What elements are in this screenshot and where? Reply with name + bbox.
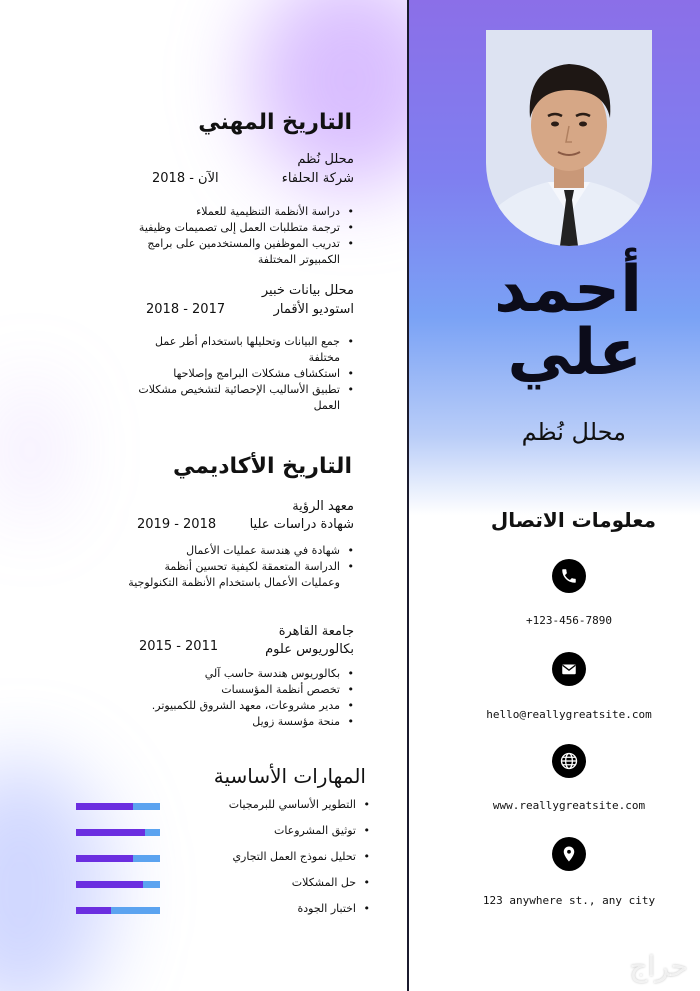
- skills-title: المهارات الأساسية: [213, 764, 366, 788]
- website: www.reallygreatsite.com: [492, 799, 646, 812]
- job-years: 2018 - 2017: [146, 302, 226, 317]
- skill-label: • التطوير الأساسي للبرمجيات: [229, 798, 370, 811]
- job-role: محلل نُظم: [297, 152, 354, 167]
- list-item: • مدير مشروعات، معهد الشروق للكمبيوتر.: [114, 698, 354, 714]
- list-item: • شهادة في هندسة عمليات الأعمال: [128, 543, 354, 559]
- column-divider: [407, 0, 409, 991]
- skill-bar-fill: [76, 829, 145, 836]
- job-years: الآن - 2018: [152, 171, 219, 186]
- experience-title: التاريخ المهني: [198, 110, 352, 135]
- skill-bar-fill: [76, 881, 143, 888]
- job-duties: [128, 334, 354, 414]
- list-item: • تدريب الموظفين والمستخدمين على برامج الكمبيوتر المختلفة: [114, 236, 354, 268]
- list-item: • ترجمة متطلبات العمل إلى تصميمات وظيفية: [114, 220, 354, 236]
- list-item: • الدراسة المتعمقة لكيفية تحسين أنظمة وعمليات الأعمال باستخدام الأنظمة التكنولوجية: [128, 559, 354, 591]
- school-name: جامعة القاهرة: [278, 624, 354, 639]
- skill-row: [70, 876, 370, 896]
- email-address: hello@reallygreatsite.com: [486, 708, 652, 721]
- first-name: أحمد: [494, 253, 642, 327]
- education-title: التاريخ الأكاديمي: [172, 454, 352, 479]
- list-item: • بكالوريوس هندسة حاسب آلي: [114, 666, 354, 682]
- job-company: شركة الحلفاء: [281, 171, 354, 186]
- skill-bar: [76, 803, 160, 810]
- address: 123 anywhere st., any city: [482, 894, 656, 907]
- study-details: [114, 666, 354, 730]
- skill-label: • حل المشكلات: [292, 876, 370, 889]
- decorative-blob: [0, 380, 60, 520]
- list-item: • جمع البيانات وتحليلها باستخدام أطر عمل مختلفة: [128, 334, 354, 366]
- skill-label: • اختبار الجودة: [297, 902, 370, 915]
- degree: شهادة دراسات عليا: [249, 517, 354, 532]
- study-years: 2015 - 2011: [139, 639, 219, 654]
- list-item: • استكشاف مشكلات البرامج وإصلاحها: [128, 366, 354, 382]
- skill-label: • توثيق المشروعات: [274, 824, 370, 837]
- location-pin-icon: [552, 837, 586, 871]
- job-company: استوديو الأقمار: [273, 302, 354, 317]
- list-item: • منحة مؤسسة زويل: [114, 714, 354, 730]
- skill-row: [70, 902, 370, 922]
- profile-photo: [486, 30, 652, 246]
- job-role: محلل بيانات خبير: [261, 283, 354, 298]
- globe-icon: [552, 744, 586, 778]
- study-years: 2019 - 2018: [137, 517, 217, 532]
- skill-row: [70, 824, 370, 844]
- skill-row: [70, 850, 370, 870]
- skill-bar: [76, 855, 160, 862]
- watermark: حراج: [629, 950, 688, 983]
- skill-bar: [76, 881, 160, 888]
- study-details: [128, 543, 354, 591]
- list-item: • تطبيق الأساليب الإحصائية لتشخيص مشكلات العمل: [128, 382, 354, 414]
- skill-bar-fill: [76, 855, 133, 862]
- contact-title: معلومات الاتصال: [490, 508, 656, 532]
- phone-icon: [552, 559, 586, 593]
- last-name: علي: [507, 316, 642, 390]
- email-icon: [552, 652, 586, 686]
- school-name: معهد الرؤية: [292, 499, 354, 514]
- skill-bar-fill: [76, 803, 133, 810]
- skill-bar: [76, 907, 160, 914]
- job-title: محلل نُظم: [521, 418, 626, 446]
- list-item: • تخصص أنظمة المؤسسات: [114, 682, 354, 698]
- job-duties: [114, 204, 354, 268]
- skill-bar-fill: [76, 907, 111, 914]
- degree: بكالوريوس علوم: [265, 642, 354, 657]
- skill-row: [70, 798, 370, 818]
- skill-bar: [76, 829, 160, 836]
- skill-label: • تحليل نموذج العمل التجاري: [232, 850, 370, 863]
- list-item: • دراسة الأنظمة التنظيمية للعملاء: [114, 204, 354, 220]
- phone-number: +123-456-7890: [525, 614, 613, 627]
